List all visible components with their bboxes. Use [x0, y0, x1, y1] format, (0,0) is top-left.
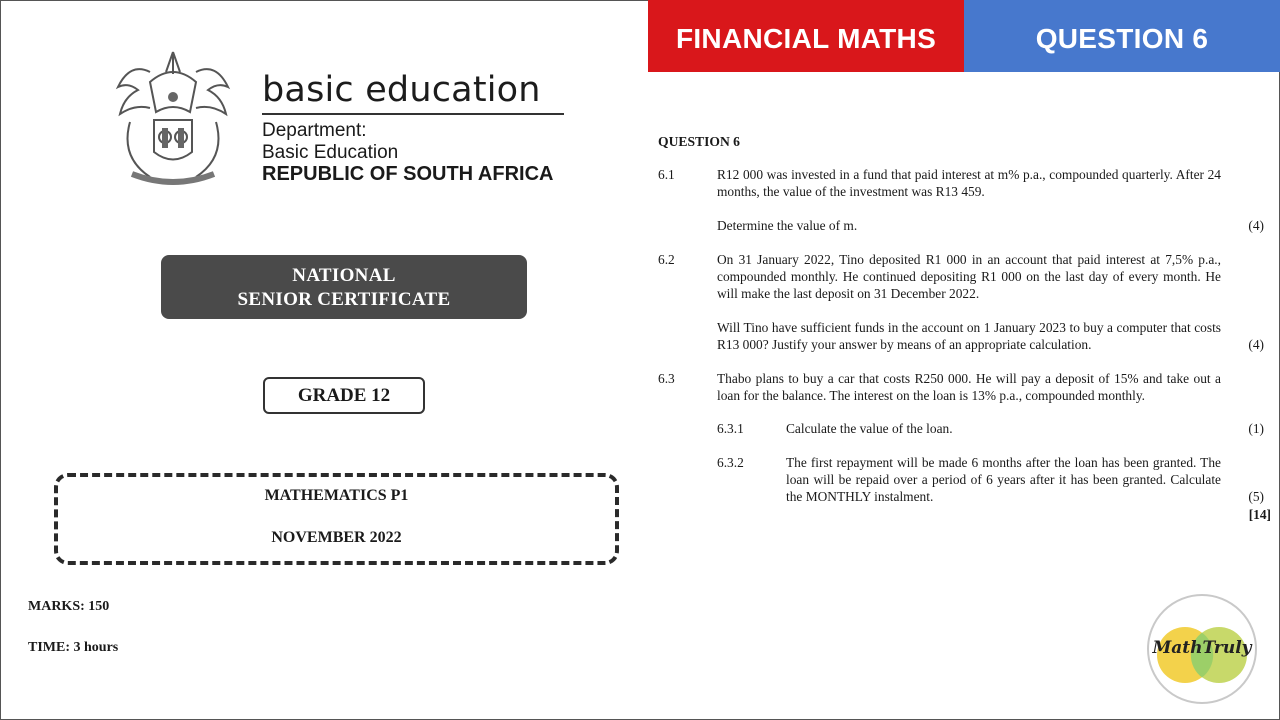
q6-1-number: 6.1 [658, 167, 675, 182]
coat-of-arms-icon [110, 42, 236, 192]
mathtruly-logo [1146, 593, 1258, 705]
q6-2-instruction: Will Tino have sufficient funds in the account on 1 January 2023 to buy a computer that costs R13 000? Justify your answer by means of an appropriate calculation. [717, 320, 1221, 352]
exam-time: TIME: 3 hours [28, 640, 119, 655]
country-name: REPUBLIC OF SOUTH AFRICA [262, 163, 554, 185]
q6-2-text: On 31 January 2022, Tino deposited R1 000 in an account that paid interest at 7,5% p.a., compounded monthly. He continued depositing R1 000 on the last day of every month. He will make the last deposit on 31 December 2022. [717, 252, 1221, 301]
brand-rule [262, 113, 564, 115]
q6-3-1-marks: (1) [1248, 421, 1264, 436]
total-marks: MARKS: 150 [28, 599, 110, 614]
q6-3-text: Thabo plans to buy a car that costs R250 000. He will pay a deposit of 15% and take out a loan for the balance. The interest on the loan is 13% p.a., compounded monthly. [717, 371, 1221, 403]
brand-title: basic education [262, 70, 541, 110]
logo-text: MathTruly [1152, 638, 1252, 658]
certificate-box [161, 255, 527, 319]
question-heading: QUESTION 6 [658, 134, 740, 149]
q6-3-number: 6.3 [658, 371, 675, 386]
q6-1-text: R12 000 was invested in a fund that paid interest at m% p.a., compounded quarterly. After 24 months, the value of the investment was R13 459. [717, 167, 1221, 199]
topic-banner: FINANCIAL MATHS [648, 0, 964, 72]
q6-1-instruction: Determine the value of m. [717, 218, 858, 233]
q6-3-2-marks: (5) [1248, 489, 1264, 504]
q6-1-marks: (4) [1248, 218, 1264, 233]
q6-3-1-text: Calculate the value of the loan. [786, 421, 953, 436]
subject-title: MATHEMATICS P1 [264, 487, 409, 504]
q6-3-2-text: The first repayment will be made 6 months after the loan has been granted. The loan will be repaid over a period of 6 years after it has been granted. Calculate the MONTHLY instalment. [786, 455, 1221, 504]
q6-3-2-number: 6.3.2 [717, 455, 744, 470]
q6-2-marks: (4) [1248, 337, 1264, 352]
certificate-line-2: SENIOR CERTIFICATE [237, 289, 451, 310]
exam-session: NOVEMBER 2022 [271, 529, 402, 546]
grade-box: GRADE 12 [263, 377, 425, 414]
q6-3-1-number: 6.3.1 [717, 421, 744, 436]
certificate-line-1: NATIONAL [292, 265, 396, 286]
q6-2-number: 6.2 [658, 252, 675, 267]
question-banner: QUESTION 6 [964, 0, 1280, 72]
department-name: Basic Education [262, 142, 399, 163]
question-total: [14] [1248, 507, 1271, 522]
department-label: Department: [262, 120, 367, 141]
